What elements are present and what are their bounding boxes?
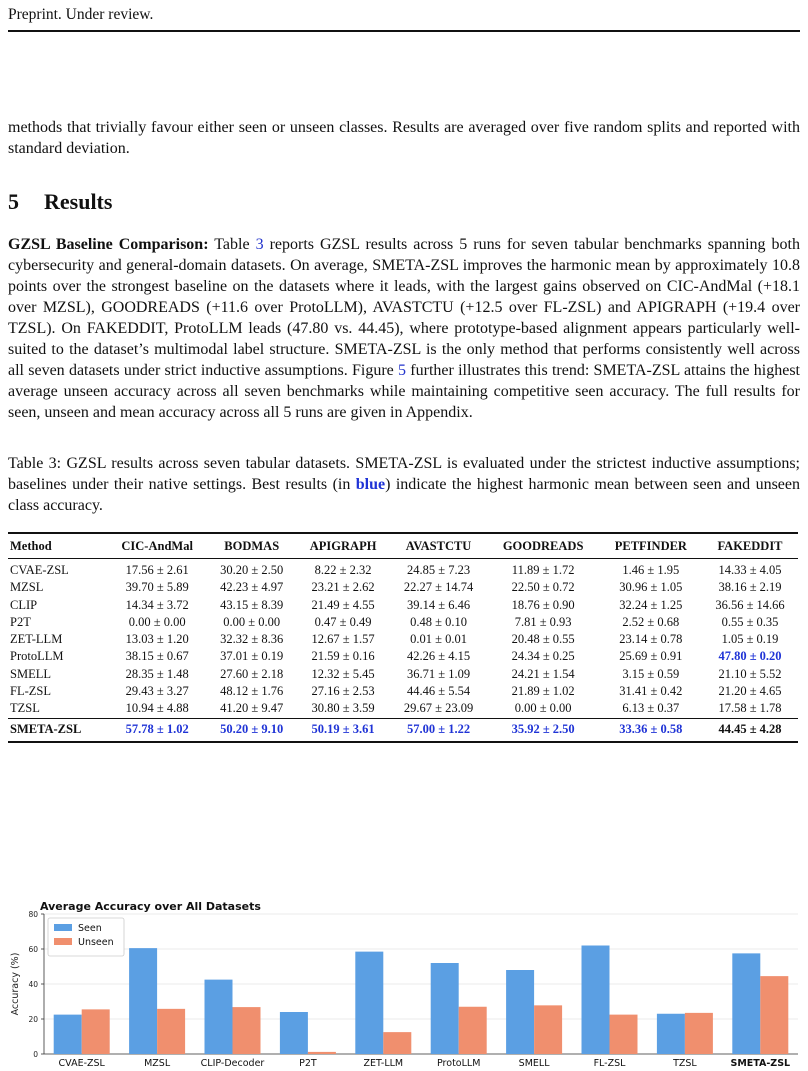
bar-unseen [685, 1013, 713, 1054]
result-cell: 8.22 ± 2.32 [314, 563, 372, 577]
bar-unseen [534, 1005, 562, 1054]
result-cell: 32.24 ± 1.25 [619, 597, 683, 612]
bar-unseen [308, 1052, 336, 1054]
x-tick-label: CLIP-Decoder [200, 1058, 265, 1069]
result-cell: 31.41 ± 0.42 [619, 684, 683, 699]
table-header-cell: GOODREADS [487, 533, 600, 559]
result-cell: 0.48 ± 0.10 [410, 614, 467, 629]
table-header-cell: AVASTCTU [391, 533, 487, 559]
result-cell: 21.89 ± 1.02 [511, 684, 575, 699]
paragraph-text-1: Table [208, 236, 256, 253]
result-cell: 32.32 ± 8.36 [220, 632, 284, 647]
result-cell: 17.56 ± 2.61 [125, 563, 189, 577]
result-cell: 30.20 ± 2.50 [220, 563, 284, 577]
result-cell: 0.00 ± 0.00 [128, 614, 186, 629]
result-cell: 17.58 ± 1.78 [718, 701, 782, 716]
y-tick-label: 0 [33, 1050, 38, 1059]
x-tick-label: CVAE-ZSL [58, 1058, 105, 1069]
table-row [8, 614, 798, 631]
result-cell: 23.14 ± 0.78 [619, 632, 683, 647]
result-cell: 27.60 ± 2.18 [220, 666, 284, 681]
result-cell: 42.26 ± 4.15 [407, 649, 471, 664]
result-cell: 22.27 ± 14.74 [403, 580, 474, 595]
result-cell: 38.15 ± 0.67 [125, 649, 189, 664]
result-cell: 43.15 ± 8.39 [220, 597, 284, 612]
method-name-cell: MZSL [10, 580, 44, 595]
result-cell: 28.35 ± 1.48 [125, 666, 189, 681]
result-cell: 57.78 ± 1.02 [106, 718, 207, 742]
table-header-cell: Method [8, 533, 106, 559]
x-tick-label: TZSL [673, 1058, 697, 1069]
bar-seen [355, 952, 383, 1054]
table-header-cell: APIGRAPH [296, 533, 391, 559]
legend-swatch-unseen [54, 938, 72, 945]
table-header-cell: BODMAS [208, 533, 296, 559]
table-row [8, 579, 798, 596]
result-cell: 24.85 ± 7.23 [407, 563, 471, 577]
bar-seen [732, 953, 760, 1054]
result-cell: 21.10 ± 5.52 [718, 666, 782, 681]
method-name-cell: CLIP [10, 597, 38, 612]
table-header-cell: PETFINDER [600, 533, 702, 559]
result-cell: 22.50 ± 0.72 [511, 580, 575, 595]
result-cell: 50.19 ± 3.61 [296, 718, 391, 742]
result-cell: 21.20 ± 4.65 [718, 684, 782, 699]
bar-unseen [459, 1007, 487, 1054]
result-cell: 0.47 ± 0.49 [314, 614, 372, 629]
bar-unseen [233, 1007, 261, 1054]
y-tick-label: 60 [28, 945, 38, 954]
figure-reference-link[interactable]: 5 [398, 362, 407, 379]
result-cell: 29.43 ± 3.27 [125, 684, 189, 699]
result-cell: 25.69 ± 0.91 [619, 649, 683, 664]
caption-text-2: ) indicate the highest harmonic mean between seen and unseen class accuracy. [8, 476, 800, 514]
result-cell: 20.48 ± 0.55 [511, 632, 575, 647]
running-header: Preprint. Under review. [8, 6, 154, 23]
result-cell: 48.12 ± 1.76 [220, 684, 284, 699]
table-row [8, 597, 798, 614]
result-cell: 12.32 ± 5.45 [311, 666, 375, 681]
bar-seen [506, 970, 534, 1054]
legend-swatch-seen [54, 924, 72, 931]
bar-seen [205, 980, 233, 1054]
result-cell: 12.67 ± 1.57 [311, 632, 375, 647]
result-cell: 41.20 ± 9.47 [220, 701, 284, 716]
result-cell: 39.14 ± 6.46 [407, 597, 471, 612]
method-name-cell: SMELL [10, 666, 51, 681]
header-rule [8, 30, 800, 32]
result-cell: 0.00 ± 0.00 [514, 701, 572, 716]
result-cell: 29.67 ± 23.09 [403, 701, 474, 716]
table-row [8, 559, 798, 580]
result-cell: 38.16 ± 2.19 [718, 580, 782, 595]
result-cell: 35.92 ± 2.50 [487, 718, 600, 742]
table-reference-link[interactable]: 3 [255, 236, 264, 253]
result-cell: 33.36 ± 0.58 [600, 718, 702, 742]
paragraph-text-3: further illustrates this trend: SMETA-ZSL attains the highest average unseen accuracy across all seven benchmarks while maintaining competitive seen accuracy. The full results for seen, unseen and mean accuracy across all 5 runs are given in Appendix. [8, 362, 800, 421]
method-name-cell: TZSL [10, 701, 40, 716]
x-tick-label: MZSL [144, 1058, 171, 1069]
section-heading [8, 189, 800, 215]
result-cell: 18.76 ± 0.90 [511, 597, 575, 612]
table-row-ours [8, 718, 798, 742]
x-tick-label: P2T [299, 1058, 317, 1069]
result-cell: 30.96 ± 1.05 [619, 580, 683, 595]
intro-paragraph: methods that trivially favour either seen or unseen classes. Results are averaged over five random splits and reported with standard deviation. [8, 119, 800, 157]
table-header-cell: CIC-AndMal [106, 533, 207, 559]
table-row [8, 700, 798, 718]
x-tick-label: FL-ZSL [593, 1058, 626, 1069]
result-cell: 0.55 ± 0.35 [721, 614, 779, 629]
y-axis-label: Accuracy (%) [10, 952, 21, 1016]
table-header-cell: FAKEDDIT [702, 533, 798, 559]
method-name-cell: CVAE-ZSL [10, 563, 69, 577]
bar-seen [129, 948, 157, 1054]
result-cell: 24.34 ± 0.25 [511, 649, 575, 664]
x-tick-label: SMELL [518, 1058, 550, 1069]
result-cell: 14.34 ± 3.72 [125, 597, 189, 612]
result-cell: 1.05 ± 0.19 [721, 632, 779, 647]
result-cell: 30.80 ± 3.59 [311, 701, 375, 716]
x-tick-label: ProtoLLM [437, 1058, 481, 1069]
method-name-cell: ProtoLLM [10, 649, 64, 664]
result-cell: 24.21 ± 1.54 [511, 666, 575, 681]
y-tick-label: 80 [28, 910, 38, 919]
bar-unseen [760, 976, 788, 1054]
average-accuracy-bar-chart [0, 896, 808, 1071]
result-cell: 44.45 ± 4.28 [702, 718, 798, 742]
method-name-cell: P2T [10, 614, 31, 629]
bar-unseen [383, 1032, 411, 1054]
result-cell: 10.94 ± 4.88 [125, 701, 189, 716]
result-cell: 0.01 ± 0.01 [410, 632, 467, 647]
caption-text-1: Table 3: GZSL results across seven tabular datasets. SMETA-ZSL is evaluated under the strictest inductive assumptions; baselines under their native settings. Best results (in [8, 455, 800, 493]
result-cell: 1.46 ± 1.95 [622, 563, 680, 577]
x-tick-label: ZET-LLM [363, 1058, 404, 1069]
result-cell: 11.89 ± 1.72 [511, 563, 575, 577]
result-cell: 37.01 ± 0.19 [220, 649, 284, 664]
method-name-cell: SMETA-ZSL [8, 718, 106, 742]
bar-unseen [610, 1015, 638, 1054]
bar-seen [280, 1012, 308, 1054]
table-body [8, 559, 798, 742]
paragraph-lead: GZSL Baseline Comparison: [8, 236, 209, 253]
result-cell: 21.59 ± 0.16 [311, 649, 375, 664]
result-cell: 36.71 ± 1.09 [407, 666, 471, 681]
result-cell: 44.46 ± 5.54 [407, 684, 471, 699]
result-cell: 50.20 ± 9.10 [208, 718, 296, 742]
table-caption [8, 453, 800, 516]
legend-label-seen: Seen [78, 923, 102, 934]
bar-unseen [82, 1009, 110, 1054]
table-row [8, 666, 798, 683]
table-row [8, 683, 798, 700]
method-name-cell: FL-ZSL [10, 684, 51, 699]
paper-page [8, 0, 800, 743]
paragraph-text-2: reports GZSL results across 5 runs for seven tabular benchmarks spanning both cybersecurity and general-domain datasets. On average, SMETA-ZSL improves the harmonic mean by approximately 10.8 points over the strongest baseline on the datasets where it leads, with the largest gains observed on CIC-AndMal (+18.1 over MZSL), GOODREADS (+11.6 over ProtoLLM), AVASTCTU (+12.5 over FL-ZSL) and APIGRAPH (+19.4 over TZSL). On FAKEDDIT, ProtoLLM leads (47.80 vs. 44.45), where prototype-based alignment appears particularly well-suited to the dataset’s multimodal label structure. SMETA-ZSL is the only method that performs consistently well across all seven datasets under strict inductive assumptions. Figure [8, 236, 800, 379]
result-cell: 14.33 ± 4.05 [718, 563, 782, 577]
section-number: 5 [8, 189, 19, 214]
legend-label-unseen: Unseen [78, 937, 114, 948]
result-cell: 7.81 ± 0.93 [514, 614, 572, 629]
result-cell: 23.21 ± 2.62 [311, 580, 375, 595]
result-cell: 36.56 ± 14.66 [715, 597, 785, 612]
y-tick-label: 20 [28, 1015, 38, 1024]
result-cell: 0.00 ± 0.00 [223, 614, 281, 629]
x-tick-label: SMETA-ZSL [730, 1058, 791, 1069]
bar-seen [431, 963, 459, 1054]
bar-unseen [157, 1009, 185, 1054]
chart-title: Average Accuracy over All Datasets [40, 900, 261, 913]
table-row [8, 631, 798, 648]
bar-seen [657, 1014, 685, 1054]
y-tick-label: 40 [28, 980, 38, 989]
section-title: Results [44, 189, 113, 214]
gzsl-results-table [8, 532, 798, 743]
result-cell: 6.13 ± 0.37 [622, 701, 680, 716]
result-cell: 3.15 ± 0.59 [622, 666, 680, 681]
table-row [8, 648, 798, 665]
result-cell: 47.80 ± 0.20 [718, 649, 782, 664]
result-cell: 21.49 ± 4.55 [311, 597, 375, 612]
caption-blue-word: blue [355, 476, 386, 493]
bar-seen [54, 1015, 82, 1054]
result-cell: 57.00 ± 1.22 [391, 718, 487, 742]
results-paragraph [8, 234, 800, 423]
result-cell: 2.52 ± 0.68 [622, 614, 680, 629]
result-cell: 27.16 ± 2.53 [311, 684, 375, 699]
method-name-cell: ZET-LLM [10, 632, 63, 647]
result-cell: 39.70 ± 5.89 [125, 580, 189, 595]
result-cell: 13.03 ± 1.20 [125, 632, 189, 647]
result-cell: 42.23 ± 4.97 [220, 580, 284, 595]
table-header-row [8, 533, 798, 559]
bar-seen [582, 946, 610, 1055]
